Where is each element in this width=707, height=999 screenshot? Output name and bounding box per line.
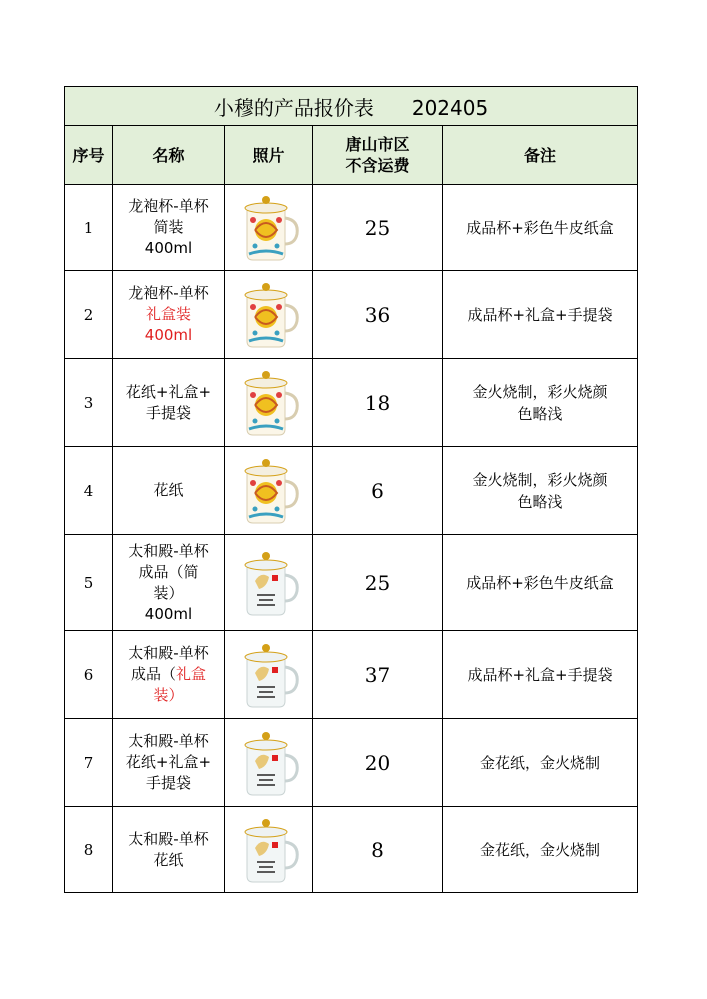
row-note (443, 185, 638, 271)
row-name (113, 807, 225, 893)
row-index: 8 (65, 807, 113, 893)
row-name-line: 成品（礼盒 (130, 665, 207, 683)
row-name-line: 400ml (144, 239, 193, 257)
sheet-title (65, 87, 638, 126)
row-note-line: 金火烧制，彩火烧颜 (472, 470, 608, 489)
row-note-line: 成品杯+礼盒+手提袋 (467, 305, 613, 324)
table-row (65, 185, 638, 271)
row-price: 37 (313, 631, 443, 719)
row-note-line: 成品杯+彩色牛皮纸盒 (466, 573, 614, 592)
row-name (113, 535, 225, 631)
title-name: 小穆的产品报价表 (213, 95, 374, 120)
price-sheet (64, 86, 637, 893)
header-photo: 照片 (225, 126, 313, 185)
row-note-line: 成品杯+彩色牛皮纸盒 (466, 218, 614, 237)
row-price: 18 (313, 359, 443, 447)
row-photo (225, 719, 313, 807)
row-note (443, 271, 638, 359)
row-name (113, 359, 225, 447)
row-name-line: 手提袋 (145, 774, 191, 792)
table-row (65, 359, 638, 447)
row-name-line: 太和殿-单杯 (128, 644, 209, 662)
row-price: 8 (313, 807, 443, 893)
row-price: 36 (313, 271, 443, 359)
row-name-line: 400ml (144, 604, 193, 623)
dragon-mug-icon (231, 365, 307, 441)
row-note (443, 719, 638, 807)
row-index: 5 (65, 535, 113, 631)
row-name (113, 631, 225, 719)
table-row (65, 535, 638, 631)
palace-mug-icon (231, 637, 307, 713)
row-price: 6 (313, 447, 443, 535)
row-name-line: 花纸 (153, 481, 184, 499)
table-row (65, 271, 638, 359)
row-name (113, 271, 225, 359)
header-price (313, 126, 443, 185)
row-note (443, 447, 638, 535)
row-name-line: 太和殿-单杯 (128, 541, 209, 560)
row-note-line: 金火烧制，彩火烧颜 (472, 382, 608, 401)
row-note-line: 成品杯+礼盒+手提袋 (467, 665, 613, 684)
row-name-line: 400ml (144, 326, 193, 344)
row-name (113, 719, 225, 807)
row-photo (225, 631, 313, 719)
row-index: 4 (65, 447, 113, 535)
row-name-line: 花纸+礼盒+ (125, 382, 212, 401)
row-index: 7 (65, 719, 113, 807)
header-note: 备注 (443, 126, 638, 185)
row-photo (225, 447, 313, 535)
row-name-highlight: 礼盒 (176, 665, 207, 683)
title-date: 202405 (411, 95, 489, 120)
title-row (65, 87, 638, 126)
row-note-line: 金花纸，金火烧制 (480, 840, 601, 859)
row-name-line: 花纸+礼盒+ (125, 753, 212, 771)
row-note-line: 色略浅 (517, 492, 563, 511)
table-row (65, 807, 638, 893)
row-price: 25 (313, 185, 443, 271)
table-row (65, 447, 638, 535)
row-index: 1 (65, 185, 113, 271)
row-name (113, 447, 225, 535)
row-note (443, 807, 638, 893)
row-photo (225, 271, 313, 359)
row-note (443, 631, 638, 719)
row-name-line: 装） (153, 686, 184, 704)
row-price: 20 (313, 719, 443, 807)
row-note-line: 金花纸，金火烧制 (480, 753, 601, 772)
palace-mug-icon (231, 812, 307, 888)
row-name-line: 花纸 (153, 850, 184, 869)
row-name-line: 礼盒装 (145, 305, 191, 323)
table-row (65, 719, 638, 807)
row-name-line: 龙袍杯-单杯 (128, 284, 209, 302)
table-row (65, 631, 638, 719)
dragon-mug-icon (231, 190, 307, 266)
header-row (65, 126, 638, 185)
row-name-line: 太和殿-单杯 (128, 732, 209, 750)
row-name-line: 龙袍杯-单杯 (128, 197, 209, 215)
row-name-line: 简装 (153, 218, 184, 236)
header-price-line1: 唐山市区 (345, 135, 410, 154)
dragon-mug-icon (231, 453, 307, 529)
header-name: 名称 (113, 126, 225, 185)
row-photo (225, 359, 313, 447)
row-photo (225, 185, 313, 271)
row-photo (225, 807, 313, 893)
row-name (113, 185, 225, 271)
price-table (64, 86, 638, 893)
row-index: 6 (65, 631, 113, 719)
palace-mug-icon (231, 725, 307, 801)
row-name-line: 手提袋 (145, 403, 191, 422)
row-index: 3 (65, 359, 113, 447)
row-name-line: 成品（简 (138, 562, 199, 581)
row-price: 25 (313, 535, 443, 631)
row-index: 2 (65, 271, 113, 359)
palace-mug-icon (231, 545, 307, 621)
dragon-mug-icon (231, 277, 307, 353)
row-note (443, 535, 638, 631)
row-note-line: 色略浅 (517, 404, 563, 423)
row-name-line: 装） (153, 583, 184, 602)
row-name-line: 太和殿-单杯 (128, 829, 209, 848)
row-note (443, 359, 638, 447)
row-photo (225, 535, 313, 631)
header-index: 序号 (65, 126, 113, 185)
header-price-line2: 不含运费 (345, 156, 410, 175)
